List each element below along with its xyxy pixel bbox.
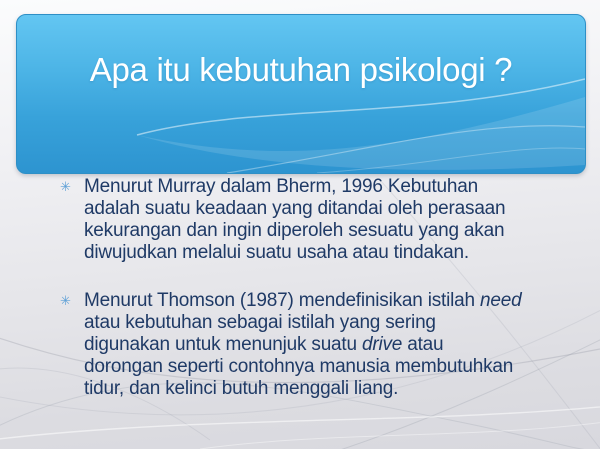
italic-term: need: [480, 290, 522, 311]
bullet-list: [60, 176, 522, 426]
title-banner: [16, 14, 586, 174]
snowflake-bullet-icon: ✳: [60, 293, 71, 308]
text-segment: Menurut Thomson (1987) mendefinisikan istilah: [84, 290, 480, 311]
banner-wave-decoration: [17, 15, 585, 173]
bullet-text: [84, 290, 522, 400]
list-item: [60, 290, 522, 400]
text-segment: atau kebutuhan sebagai istilah yang sering digunakan untuk menunjuk suatu: [84, 312, 436, 355]
snowflake-bullet-icon: ✳: [60, 179, 71, 194]
bullet-text: [84, 176, 522, 264]
italic-term: drive: [361, 334, 403, 355]
text-segment: atau dorongan seperti contohnya manusia membutuhkan tidur, dan kelinci butuh menggali liang.: [84, 334, 514, 399]
text-segment: Menurut Murray dalam Bherm, 1996 Kebutuhan adalah suatu keadaan yang ditandai oleh perasaan kekurangan dan ingin diperoleh sesuatu yang akan diwujudkan melalui suatu usaha atau tindakan.: [84, 176, 506, 263]
list-item: [60, 176, 522, 264]
slide-title: Apa itu kebutuhan psikologi ?: [89, 51, 513, 88]
